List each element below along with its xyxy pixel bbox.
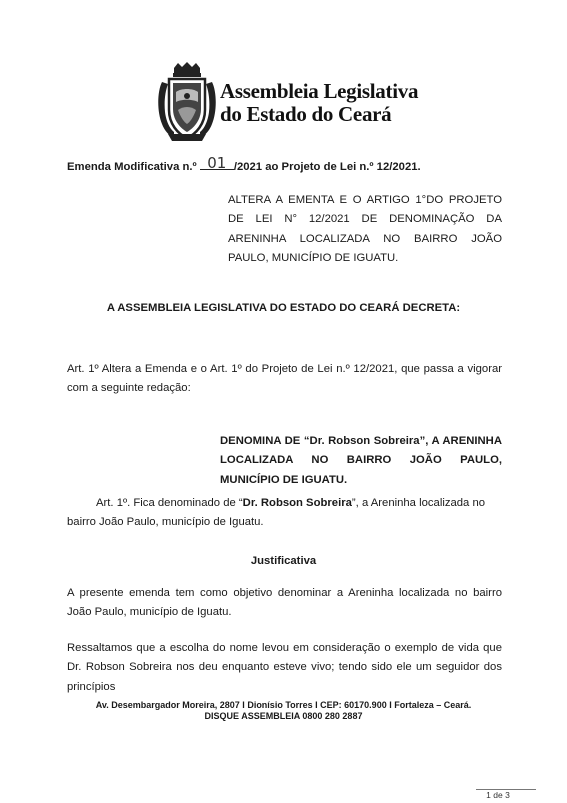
emenda-suffix: /2021 ao Projeto de Lei n.º 12/2021.	[233, 161, 421, 173]
footer-address: Av. Desembargador Moreira, 2807 I Dionísio Torres I CEP: 60170.900 I Fortaleza – Ceará.	[95, 700, 472, 710]
article-1-text: Art. 1º Altera a Emenda e o Art. 1º do Projeto de Lei n.º 12/2021, que passa a vigorar com a seguinte redação:	[67, 363, 502, 395]
footer	[0, 700, 567, 722]
justificativa-heading: Justificativa	[250, 555, 317, 567]
emenda-number: 01	[200, 157, 234, 170]
article-1-new-text	[67, 494, 502, 533]
decreta-heading: A ASSEMBLEIA LEGISLATIVA DO ESTADO DO CEARÁ DECRETA:	[106, 302, 461, 314]
article-1-tail: ”, a Areninha localizada no bairro João Paulo, município de Iguatu.	[67, 497, 486, 529]
ementa-text: ALTERA A EMENTA E O ARTIGO 1°DO PROJETO DE LEI N° 12/2021 DE DENOMINAÇÃO DA ARENINHA LOCALIZADA NO BAIRRO JOÃO PAULO, MUNICÍPIO DE IGUATU.	[228, 194, 502, 265]
emenda-prefix: Emenda Modificativa n.º	[67, 161, 197, 173]
justificativa-paragraph-1: A presente emenda tem como objetivo denominar a Areninha localizada no bairro João Paulo, município de Iguatu.	[67, 587, 502, 619]
org-name-line1: Assembleia Legislativa	[220, 79, 419, 103]
state-seal-icon	[156, 62, 218, 142]
article-1-lead: Art. 1º. Fica denominado de “	[96, 497, 243, 509]
justificativa-paragraph-2: Ressaltamos que a escolha do nome levou em consideração o exemplo de vida que Dr. Robson Sobreira nos deu enquanto esteve vivo; tendo sido ele um seguidor dos princípios	[67, 642, 502, 693]
letterhead	[156, 62, 419, 142]
honoree-name: Dr. Robson Sobreira	[242, 497, 352, 509]
page-number: 1 de 3	[486, 790, 510, 800]
org-name-line2: do Estado do Ceará	[220, 102, 392, 126]
organization-name	[220, 80, 418, 126]
new-ementa-text: DENOMINA DE “Dr. Robson Sobreira”, A ARENINHA LOCALIZADA NO BAIRRO JOÃO PAULO, MUNICÍPIO DE IGUATU.	[220, 435, 502, 486]
emenda-title	[67, 154, 421, 173]
footer-phone: DISQUE ASSEMBLEIA 0800 280 2887	[204, 711, 363, 721]
